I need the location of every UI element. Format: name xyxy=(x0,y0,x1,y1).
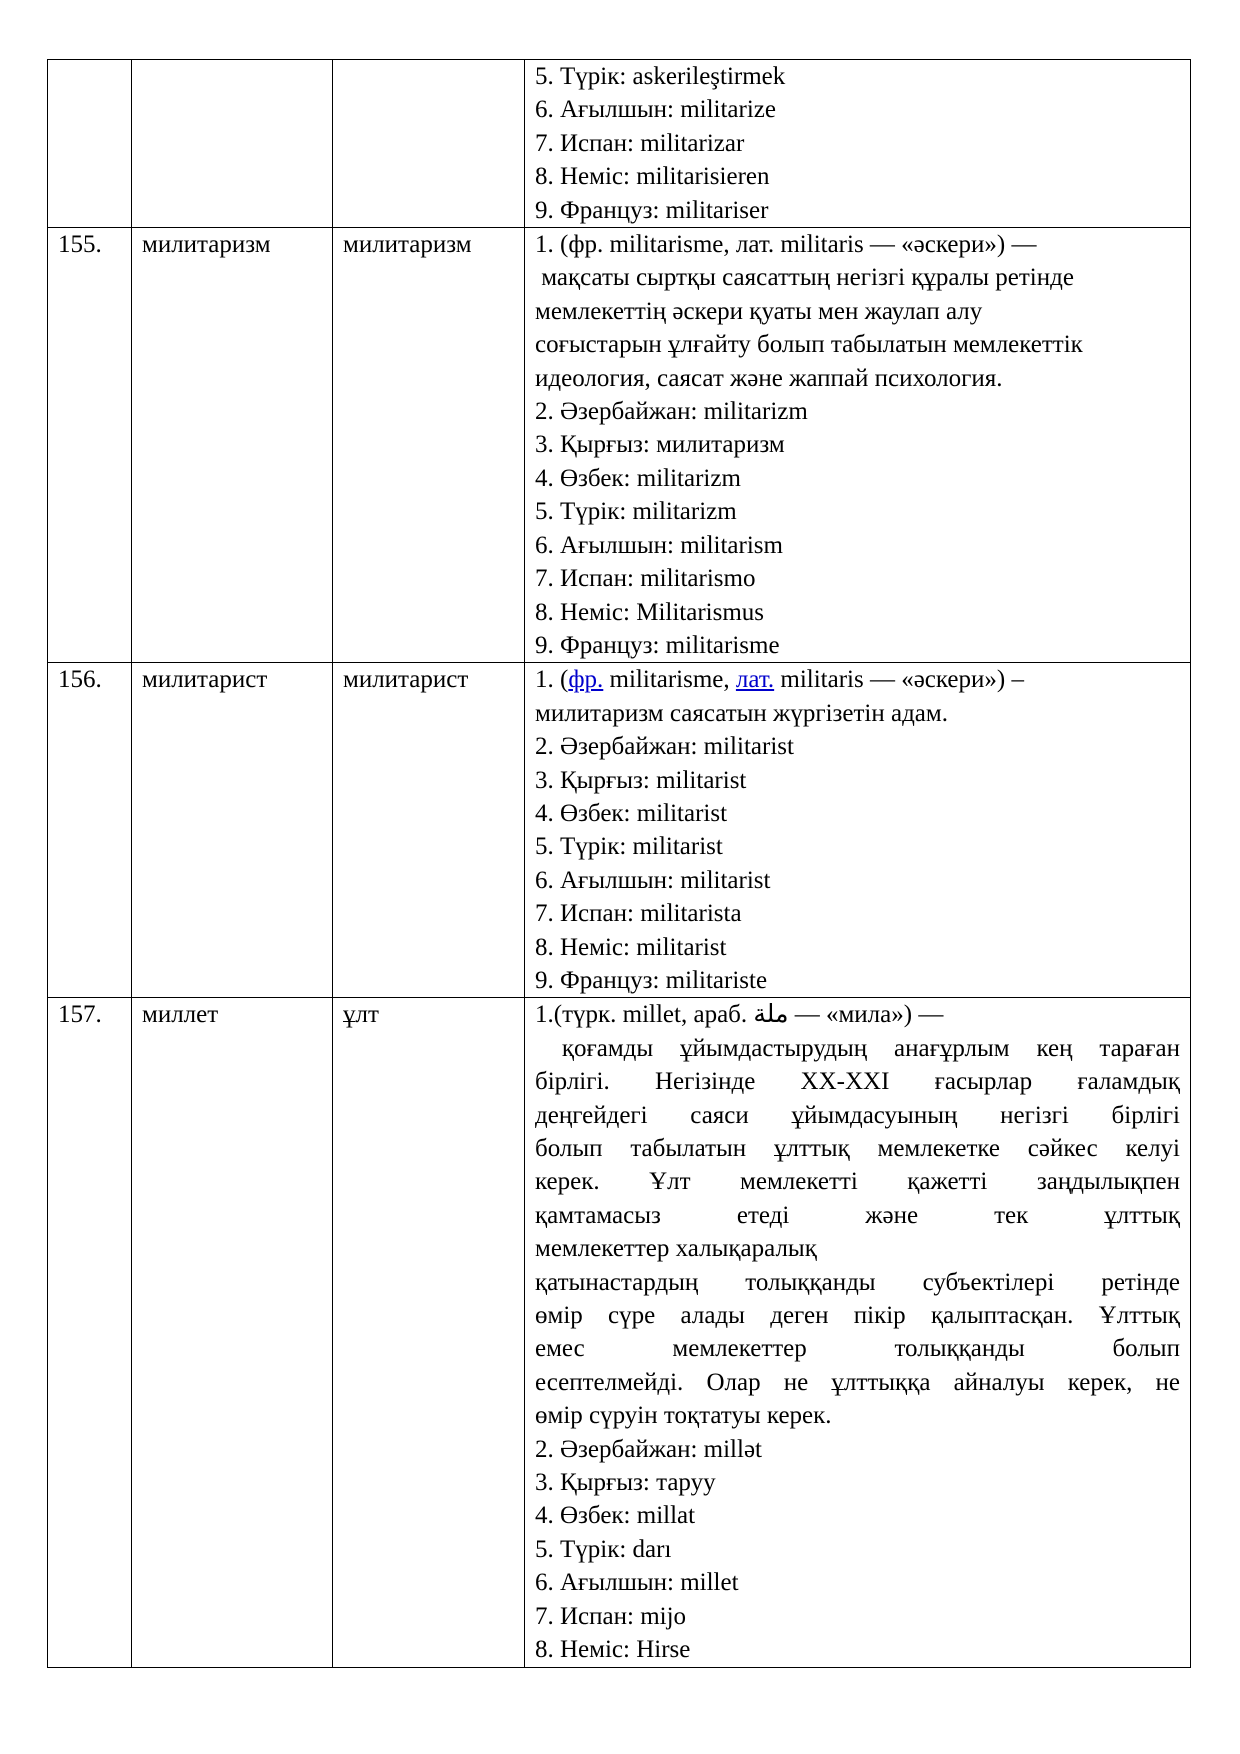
definition-line: бірлігі. Негізінде XX-XXI ғасырлар ғаламдық xyxy=(535,1068,1180,1096)
translation-line: 3. Қырғыз: militarist xyxy=(535,766,747,794)
translation-line: 6. Ағылшын: millet xyxy=(535,1569,739,1597)
definition-line: 1. (фр. militarisme, лат. militaris — «әскери») — xyxy=(535,231,1037,259)
translation-line: 3. Қырғыз: милитаризм xyxy=(535,431,785,459)
definition-line: болып табылатын ұлттық мемлекетке сәйкес келуі xyxy=(535,1135,1180,1162)
translation-line: 2. Әзербайжан: millət xyxy=(535,1435,762,1463)
translation-line: 8. Неміс: militarist xyxy=(535,933,727,961)
translation-line: 2. Әзербайжан: militarizm xyxy=(535,398,808,426)
entry-number: 156. xyxy=(48,663,132,998)
entry-term xyxy=(132,60,333,228)
definition-line: керек. Ұлт мемлекетті қажетті заңдылықпен xyxy=(535,1168,1180,1196)
translation-line: 6. Ағылшын: militarize xyxy=(535,96,776,124)
entry-term: миллет xyxy=(132,998,333,1667)
definition-line: қоғамды ұйымдастырудың анағұрлым кең тараған xyxy=(535,1034,1180,1062)
link-fr[interactable]: фр. xyxy=(568,666,604,694)
definition-suffix: militaris — «әскери») – xyxy=(774,666,1024,694)
entry-number: 155. xyxy=(48,228,132,663)
translation-line: 7. Испан: militarizar xyxy=(535,129,745,157)
definition-mid: militarisme, xyxy=(603,666,736,694)
definition-line: қатынастардың толыққанды субъектілері ретінде xyxy=(535,1268,1180,1296)
translation-line: 9. Француз: militariser xyxy=(535,196,769,224)
entry-kazakh: милитаризм xyxy=(333,228,525,663)
translation-line: 8. Неміс: Hirse xyxy=(535,1636,691,1664)
translation-line: 8. Неміс: Militarismus xyxy=(535,598,764,626)
translation-line: 5. Түрік: militarizm xyxy=(535,498,737,526)
link-lat[interactable]: лат. xyxy=(735,666,775,694)
dictionary-table xyxy=(47,59,1191,1668)
translation-line: 5. Түрік: darı xyxy=(535,1535,672,1563)
translation-line: 3. Қырғыз: таруу xyxy=(535,1469,716,1497)
translation-line: 2. Әзербайжан: militarist xyxy=(535,733,794,761)
definition-line xyxy=(535,663,1180,696)
entry-kazakh xyxy=(333,60,525,228)
translation-line: 6. Ағылшын: militarism xyxy=(535,531,783,559)
definition-line: өмір сүруін тоқтатуы керек. xyxy=(535,1402,832,1430)
translation-line: 9. Француз: militarisme xyxy=(535,631,780,659)
translation-line: 4. Өзбек: millat xyxy=(535,1502,696,1530)
entry-number: 157. xyxy=(48,998,132,1667)
entry-kazakh: милитарист xyxy=(333,663,525,998)
definition-line: 1.(түрк. millet, араб. ملة — «мила») — xyxy=(535,1001,944,1029)
definition-line: қамтамасыз етеді және тек ұлттық xyxy=(535,1201,1180,1229)
translation-line: 4. Өзбек: militarizm xyxy=(535,464,741,492)
definition-line: өмір сүре алады деген пікір қалыптасқан. Ұлттық xyxy=(535,1302,1180,1330)
definition-line: деңгейдегі саяси ұйымдасуының негізгі бірлігі xyxy=(535,1101,1180,1129)
definition-prefix: 1. ( xyxy=(535,666,569,694)
table-row xyxy=(48,998,1191,1667)
translation-line: 5. Түрік: militarist xyxy=(535,833,723,861)
translation-line: 7. Испан: mijo xyxy=(535,1602,687,1630)
table-row xyxy=(48,228,1191,663)
entry-definition xyxy=(525,663,1191,998)
entry-definition xyxy=(525,60,1191,228)
translation-line: 5. Түрік: askerileştirmek xyxy=(535,63,786,90)
entry-kazakh: ұлт xyxy=(333,998,525,1667)
definition-line: мемлекеттің әскери қуаты мен жаулап алу xyxy=(535,297,983,325)
translation-line: 7. Испан: militarista xyxy=(535,900,742,928)
translation-line: 6. Ағылшын: militarist xyxy=(535,866,771,894)
definition-line: емес мемлекеттер толыққанды болып xyxy=(535,1335,1180,1363)
definition-line: милитаризм саясатын жүргізетін адам. xyxy=(535,699,948,727)
entry-number xyxy=(48,60,132,228)
translation-line: 9. Француз: militariste xyxy=(535,966,768,994)
table-row xyxy=(48,663,1191,998)
definition-line: идеология, саясат және жаппай психология. xyxy=(535,364,1003,392)
definition-line: мемлекеттер халықаралық xyxy=(535,1235,817,1263)
definition-line: соғыстарын ұлғайту болып табылатын мемлекеттік xyxy=(535,331,1083,359)
translation-line: 7. Испан: militarismo xyxy=(535,565,756,593)
entry-definition xyxy=(525,228,1191,663)
entry-definition xyxy=(525,998,1191,1667)
entry-term: милитаризм xyxy=(132,228,333,663)
table-row xyxy=(48,60,1191,228)
definition-line: мақсаты сыртқы саясаттың негізгі құралы ретінде xyxy=(535,264,1074,292)
translation-line: 8. Неміс: militarisieren xyxy=(535,163,770,191)
entry-term: милитарист xyxy=(132,663,333,998)
translation-line: 4. Өзбек: militarist xyxy=(535,799,728,827)
definition-line: есептелмейді. Олар не ұлттыққа айналуы керек, не xyxy=(535,1368,1180,1396)
